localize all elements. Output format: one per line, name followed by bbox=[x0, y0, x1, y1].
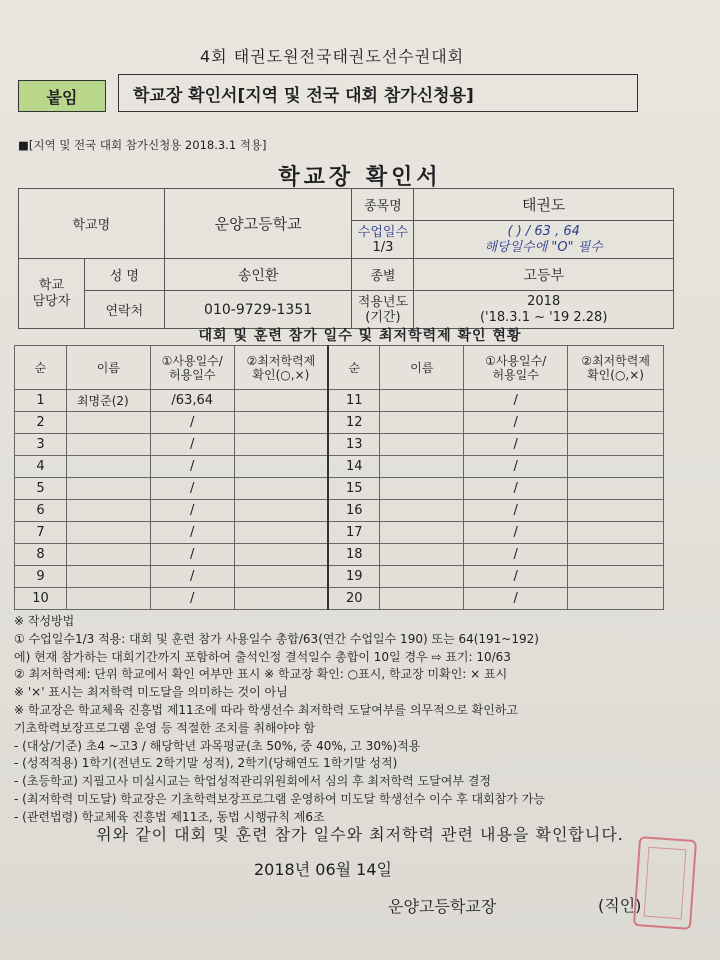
row-name bbox=[380, 412, 464, 434]
instruction-line: - (초등학교) 지필고사 미실시교는 학업성적관리위원회에서 심의 후 최저학력 도달여부 결정 bbox=[14, 774, 491, 789]
row-no: 17 bbox=[328, 522, 380, 544]
row-days: / bbox=[150, 544, 234, 566]
official-seal-label: (직인) bbox=[598, 896, 642, 915]
row-name bbox=[66, 434, 150, 456]
row-days: /63,64 bbox=[150, 390, 234, 412]
instruction-line: - (대상/기준) 초4 ~고3 / 해당학년 과목평균(초 50%, 중 40%, 고 30%)적용 bbox=[14, 738, 421, 753]
row-days: / bbox=[150, 434, 234, 456]
instruction-line: ※ '×' 표시는 최저학력 미도달을 의미하는 것이 아님 bbox=[14, 685, 288, 700]
row-check bbox=[568, 588, 664, 610]
row-no: 4 bbox=[15, 456, 67, 478]
row-check bbox=[568, 412, 664, 434]
row-days: / bbox=[150, 456, 234, 478]
row-days: / bbox=[464, 478, 568, 500]
row-name bbox=[66, 566, 150, 588]
row-check bbox=[234, 544, 328, 566]
header-days: ①사용일수/ 허용일수 bbox=[464, 346, 568, 390]
table-row bbox=[15, 434, 664, 456]
row-check bbox=[234, 566, 328, 588]
table-row bbox=[15, 456, 664, 478]
attendance-hint: 해당일수에 "O" 필수 bbox=[484, 239, 603, 255]
table-row bbox=[15, 588, 664, 610]
row-check bbox=[568, 456, 664, 478]
row-name bbox=[380, 478, 464, 500]
row-no: 15 bbox=[328, 478, 380, 500]
header-check: ②최저학력제 확인(○,×) bbox=[234, 346, 328, 390]
event-value: 태권도 bbox=[414, 189, 674, 221]
row-days: / bbox=[464, 500, 568, 522]
row-name bbox=[66, 456, 150, 478]
red-seal-stamp bbox=[633, 836, 697, 930]
row-no: 3 bbox=[15, 434, 67, 456]
table-row bbox=[15, 412, 664, 434]
row-days: / bbox=[464, 522, 568, 544]
row-no: 19 bbox=[328, 566, 380, 588]
row-no: 2 bbox=[15, 412, 67, 434]
instruction-line: ① 수업일수1/3 적용: 대회 및 훈련 참가 사용일수 총합/63(연간 수업일수 190) 또는 64(191~192) bbox=[14, 631, 539, 646]
row-check bbox=[234, 456, 328, 478]
document-title: 학교장 확인서 bbox=[278, 165, 442, 190]
principal-signature: 운양고등학교장 bbox=[388, 897, 497, 916]
row-days: / bbox=[464, 412, 568, 434]
row-days: / bbox=[150, 566, 234, 588]
row-days: / bbox=[464, 456, 568, 478]
row-check bbox=[568, 566, 664, 588]
row-check bbox=[234, 434, 328, 456]
table-row bbox=[15, 522, 664, 544]
confirmation-statement: 위와 같이 대회 및 훈련 참가 일수와 최저학력 관련 내용을 확인합니다. bbox=[96, 825, 624, 844]
row-no: 8 bbox=[15, 544, 67, 566]
row-no: 6 bbox=[15, 500, 67, 522]
row-check bbox=[568, 434, 664, 456]
instruction-line: ※ 작성방법 bbox=[14, 614, 75, 628]
year-value-cell bbox=[414, 291, 674, 329]
instruction-line: 기초학력보장프로그램 운영 등 적절한 조치를 취해야야 함 bbox=[14, 720, 316, 735]
attendance-value: ( ) / 63 , 64 bbox=[507, 223, 580, 239]
type-value: 고등부 bbox=[414, 259, 674, 291]
instruction-line: - (최저학력 미도달) 학교장은 기초학력보장프로그램 운영하여 미도달 학생선수 이수 후 대회참가 가능 bbox=[14, 791, 545, 806]
instruction-line: - (성적적용) 1학기(전년도 2학기말 성적), 2학기(당해연도 1학기말 성적) bbox=[14, 756, 398, 771]
row-days: / bbox=[464, 544, 568, 566]
row-no: 10 bbox=[15, 588, 67, 610]
confirmation-date: 2018년 06월 14일 bbox=[254, 860, 392, 879]
row-name bbox=[66, 500, 150, 522]
row-days: / bbox=[150, 478, 234, 500]
row-name: 최명준(2) bbox=[66, 390, 150, 412]
row-name bbox=[380, 522, 464, 544]
name-label: 성 명 bbox=[84, 259, 164, 291]
year-value: 2018 bbox=[527, 293, 561, 309]
school-name: 운양고등학교 bbox=[164, 189, 352, 259]
row-no: 14 bbox=[328, 456, 380, 478]
row-check bbox=[234, 522, 328, 544]
form-version-note: ■[지역 및 전국 대회 참가신청용 2018.3.1 적용] bbox=[18, 138, 267, 152]
manager-label: 학교 담당자 bbox=[19, 259, 85, 329]
row-check bbox=[234, 478, 328, 500]
row-name bbox=[380, 390, 464, 412]
row-name bbox=[66, 412, 150, 434]
table-row bbox=[15, 500, 664, 522]
row-no: 20 bbox=[328, 588, 380, 610]
instruction-line: ② 최저학력제: 단위 학교에서 확인 여부만 표시 ※ 학교장 확인: ○표시, 학교장 미확인: × 표시 bbox=[14, 667, 508, 682]
instructions bbox=[14, 613, 704, 827]
attachment-header bbox=[14, 74, 642, 116]
year-label: 적용년도 (기간) bbox=[352, 291, 414, 329]
row-no: 11 bbox=[328, 390, 380, 412]
contact-value: 010-9729-1351 bbox=[164, 291, 352, 329]
row-check bbox=[568, 478, 664, 500]
row-name bbox=[380, 566, 464, 588]
event-title: 4회 태권도원전국태권도선수권대회 bbox=[200, 47, 465, 66]
row-check bbox=[234, 500, 328, 522]
attachment-title: 학교장 확인서[지역 및 전국 대회 참가신청용] bbox=[118, 74, 638, 112]
attendance-label: 수업일수 1/3 bbox=[352, 221, 414, 259]
type-label: 종별 bbox=[352, 259, 414, 291]
header-days: ①사용일수/ 허용일수 bbox=[150, 346, 234, 390]
instruction-line: ※ 학교장은 학교체육 진흥법 제11조에 따라 학생선수 최저학력 도달여부를 의무적으로 확인하고 bbox=[14, 702, 518, 717]
row-check bbox=[568, 522, 664, 544]
header-check: ②최저학력제 확인(○,×) bbox=[568, 346, 664, 390]
row-name bbox=[380, 544, 464, 566]
row-days: / bbox=[150, 412, 234, 434]
section-title: 대회 및 훈련 참가 일수 및 최저학력제 확인 현황 bbox=[198, 328, 522, 344]
row-name bbox=[66, 588, 150, 610]
row-no: 12 bbox=[328, 412, 380, 434]
row-name bbox=[66, 478, 150, 500]
row-days: / bbox=[464, 434, 568, 456]
row-no: 13 bbox=[328, 434, 380, 456]
header-no: 순 bbox=[328, 346, 380, 390]
row-name bbox=[380, 588, 464, 610]
row-check bbox=[568, 390, 664, 412]
row-days: / bbox=[464, 390, 568, 412]
table-row bbox=[15, 478, 664, 500]
header-name: 이름 bbox=[66, 346, 150, 390]
row-no: 7 bbox=[15, 522, 67, 544]
row-check bbox=[234, 412, 328, 434]
attachment-badge: 붙임 bbox=[18, 80, 106, 112]
row-no: 16 bbox=[328, 500, 380, 522]
row-name bbox=[66, 544, 150, 566]
row-check bbox=[568, 544, 664, 566]
attendance-value-cell bbox=[414, 221, 674, 259]
school-label: 학교명 bbox=[19, 189, 165, 259]
event-label: 종목명 bbox=[352, 189, 414, 221]
row-check bbox=[234, 588, 328, 610]
info-table bbox=[18, 188, 674, 329]
row-days: / bbox=[150, 500, 234, 522]
row-check bbox=[234, 390, 328, 412]
row-check bbox=[568, 500, 664, 522]
name-value: 송인환 bbox=[164, 259, 352, 291]
row-no: 9 bbox=[15, 566, 67, 588]
row-name bbox=[380, 434, 464, 456]
table-row bbox=[15, 544, 664, 566]
header-no: 순 bbox=[15, 346, 67, 390]
row-no: 1 bbox=[15, 390, 67, 412]
header-name: 이름 bbox=[380, 346, 464, 390]
row-name bbox=[380, 500, 464, 522]
instruction-line: 에) 현재 참가하는 대회기간까지 포함하여 출석인정 결석일수 총합이 10일 경우 ⇨ 표기: 10/63 bbox=[14, 649, 511, 664]
row-name bbox=[380, 456, 464, 478]
table-row bbox=[15, 390, 664, 412]
row-days: / bbox=[150, 588, 234, 610]
participants-table bbox=[14, 345, 664, 610]
table-row bbox=[15, 566, 664, 588]
instruction-line: - (관련법령) 학교체육 진흥법 제11조, 동법 시행규칙 제6조 bbox=[14, 809, 325, 824]
row-days: / bbox=[464, 588, 568, 610]
row-no: 18 bbox=[328, 544, 380, 566]
row-name bbox=[66, 522, 150, 544]
row-no: 5 bbox=[15, 478, 67, 500]
year-period: ('18.3.1 ~ '19 2.28) bbox=[479, 309, 608, 325]
contact-label: 연락처 bbox=[84, 291, 164, 329]
row-days: / bbox=[464, 566, 568, 588]
row-days: / bbox=[150, 522, 234, 544]
